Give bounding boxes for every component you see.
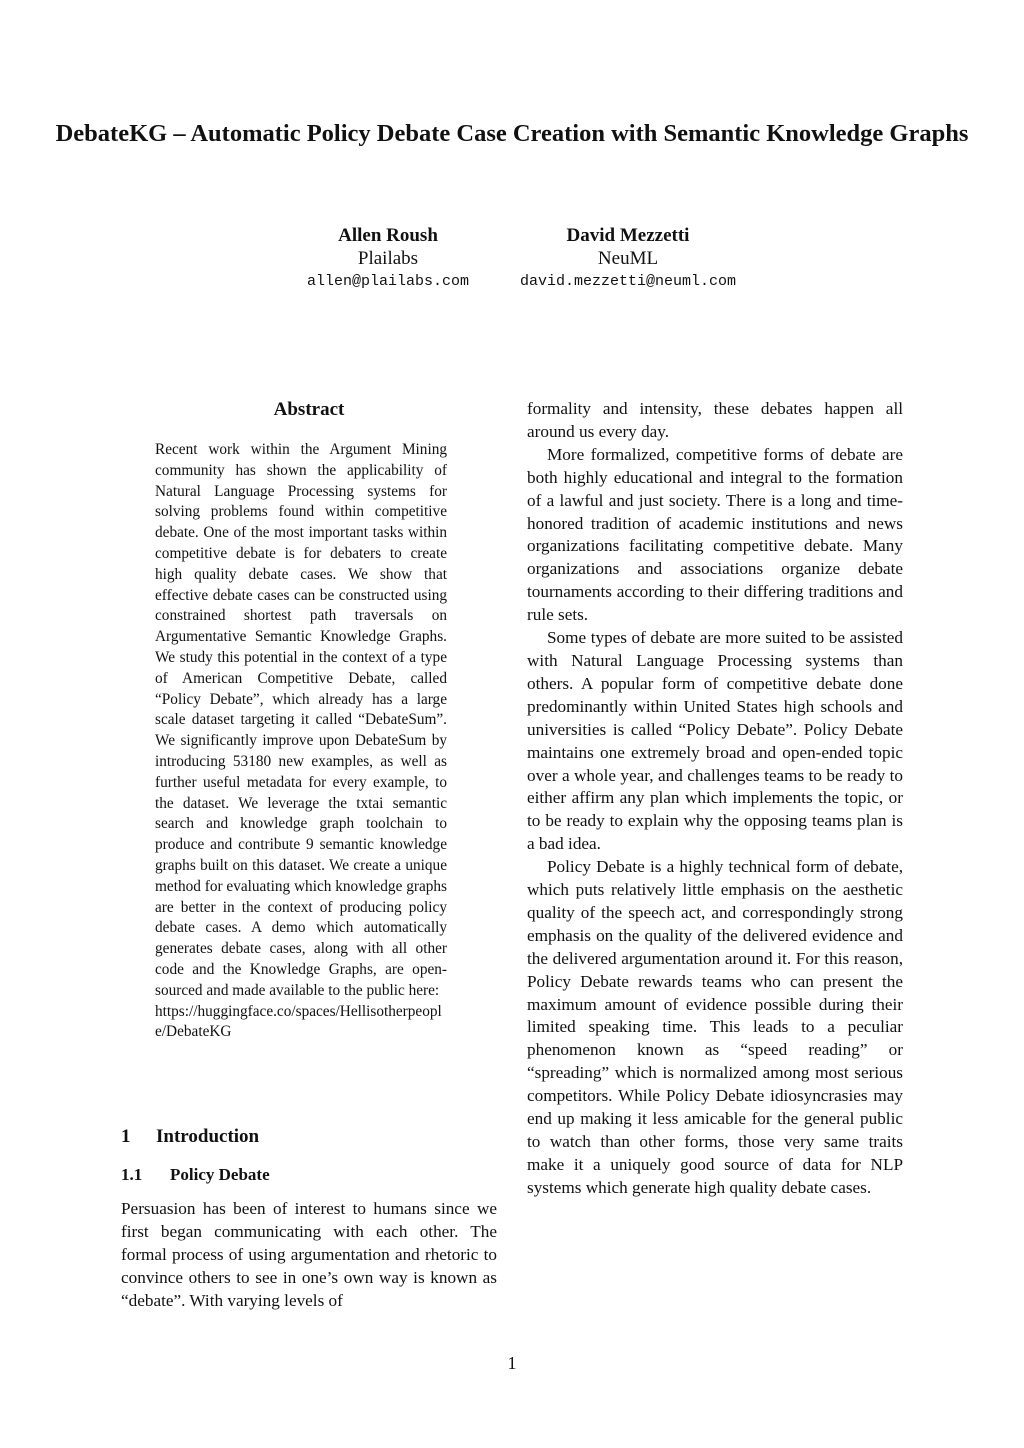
section-number: 1: [121, 1126, 131, 1147]
body-paragraph: Some types of debate are more suited to be assisted with Natural Language Processing systems than others. A popular form of competitive debate done predominantly within United States high schools and universities is called “Policy Debate”. Policy Debate maintains one extremely broad and open-ended topic over a whole year, and challenges teams to be ready to either affirm any plan which implements the topic, or to be ready to explain why the opposing teams plan is a bad idea.: [527, 628, 903, 854]
author-affiliation: Plailabs: [357, 248, 419, 269]
abstract-paragraph: Recent work within the Argument Mining community has shown the applicability of Natural Language Processing systems for solving problems found within competitive debate. One of the most important tasks within competitive debate is for debaters to create high quality debate cases. We show that effective debate cases can be constructed using constrained shortest path traversals on Argumentative Semantic Knowledge Graphs. We study this potential in the context of a type of American Competitive Debate, called “Policy Debate”, which already has a large scale dataset targeting it called “DebateSum”. We significantly improve upon DebateSum by introducing 53180 new examples, as well as further useful metadata for every example, to the dataset. We leverage the txtai semantic search and knowledge graph toolchain to produce and contribute 9 semantic knowledge graphs built on this dataset. We create a unique method for evaluating which knowledge graphs are better in the context of producing policy debate cases. A demo which automatically generates debate cases, along with all other code and the Knowledge Graphs, are open-sourced and made available to the public here:: [155, 441, 447, 999]
body-paragraph: Persuasion has been of interest to humans since we first began communicating with each other. The formal process of using argumentation and rhetoric to convince others to see in one’s own way is known as “debate”. With varying levels of: [121, 1199, 497, 1310]
body-paragraph: Policy Debate is a highly technical form of debate, which puts relatively little emphasis on the aesthetic quality of the speech act, and correspondingly strong emphasis on the quality of the delivered evidence and the delivered argumentation around it. For this reason, Policy Debate rewards teams who can present the maximum amount of evidence possible during their limited speaking time. This leads to a peculiar phenomenon known as “speed reading” or “spreading” which is normalized among most serious competitors. While Policy Debate idiosyncrasies may end up making it less amicable for the general public to watch than other forms, those very same traits make it a uniquely good source of data for NLP systems which generate high quality debate cases.: [527, 857, 903, 1197]
abstract-heading: Abstract: [273, 399, 345, 420]
abstract-text: [155, 440, 447, 1043]
subsection-heading-policy-debate: [121, 1165, 270, 1185]
section-heading-introduction: [121, 1126, 259, 1148]
author-block: [258, 224, 518, 293]
subsection-title: Policy Debate: [170, 1165, 270, 1184]
paper-title: DebateKG – Automatic Policy Debate Case Creation with Semantic Knowledge Graphs: [55, 120, 969, 147]
body-paragraph: More formalized, competitive forms of debate are both highly educational and integral to the formation of a lawful and just society. There is a long and time-honored tradition of academic institutions and news organizations facilitating competitive debate. Many organizations and associations organize debate tournaments according to their differing traditions and rule sets.: [527, 444, 903, 625]
demo-url: https://huggingface.co/spaces/Hellisotherpeople/DebateKG: [155, 1002, 442, 1041]
author-name: Allen Roush: [338, 225, 438, 246]
subsection-number: 1.1: [121, 1165, 143, 1184]
author-email: allen@plailabs.com: [306, 273, 470, 290]
author-affiliation: NeuML: [597, 248, 659, 269]
section-title: Introduction: [156, 1126, 260, 1147]
author-email: david.mezzetti@neuml.com: [519, 273, 737, 290]
author-name: David Mezzetti: [566, 225, 690, 246]
page-number: 1: [507, 1353, 517, 1373]
author-block: [498, 224, 758, 293]
body-paragraph: formality and intensity, these debates happen all around us every day.: [527, 399, 903, 441]
right-column: [527, 398, 903, 1200]
